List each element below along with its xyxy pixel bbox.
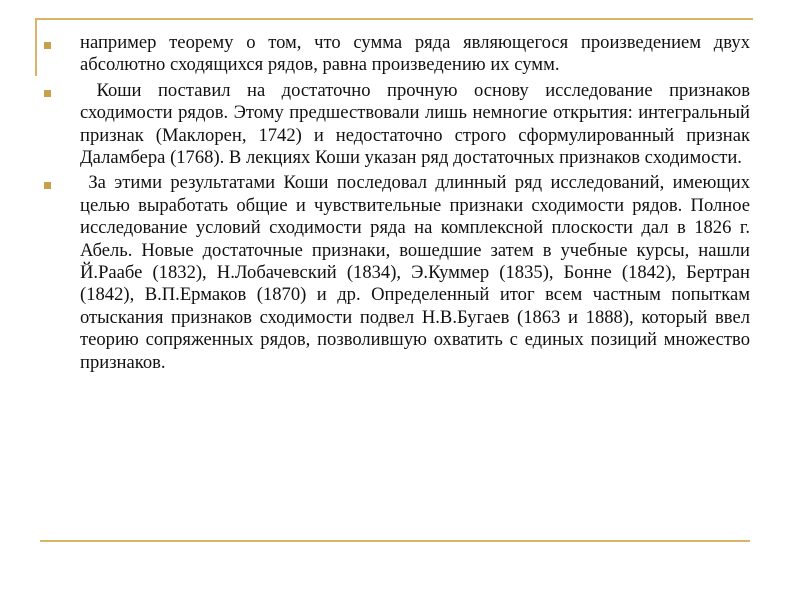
bullet-text: например теорему о том, что сумма ряда являющегося произведением двух абсолютно сходящихся рядов, равна произведению их сумм. — [80, 32, 755, 76]
bullet-item-3 — [44, 172, 755, 374]
bottom-divider-line — [40, 540, 750, 542]
top-divider-line — [35, 18, 753, 20]
square-bullet-icon — [44, 90, 51, 97]
bullet-item-2 — [44, 79, 755, 170]
bullet-text: Коши поставил на достаточно прочную основу исследование признаков сходимости рядов. Этому предшествовали лишь немногие открытия: интегральный признак (Маклорен, 1742) и недостаточно строго сформулированный признак Даламбера (1768). В лекциях Коши указан ряд достаточных признаков сходимости. — [80, 79, 755, 169]
square-bullet-icon — [44, 42, 51, 49]
slide-body — [44, 32, 755, 377]
left-accent-line — [35, 18, 37, 76]
bullet-text: За этими результатами Коши последовал длинный ряд исследований, имеющих целью выработать общие и чувствительные признаки сходимости рядов. Полное исследование условий сходимости ряда на комплексной плоскости дал в 1826 г. Абель. Новые достаточные признаки, вошедшие затем в учебные курсы, нашли Й.Раабе (1832), Н.Лобачевский (1834), Э.Куммер (1835), Бонне (1842), Бертран (1842), В.П.Ермаков (1870) и др. Определенный итог всем частным попыткам отыскания признаков сходимости подвел Н.В.Бугаев (1863 и 1888), который ввел теорию сопряженных рядов, позволившую охватить с единых позиций множество признаков. — [80, 172, 755, 373]
bullet-item-1 — [44, 32, 755, 77]
square-bullet-icon — [44, 182, 51, 189]
